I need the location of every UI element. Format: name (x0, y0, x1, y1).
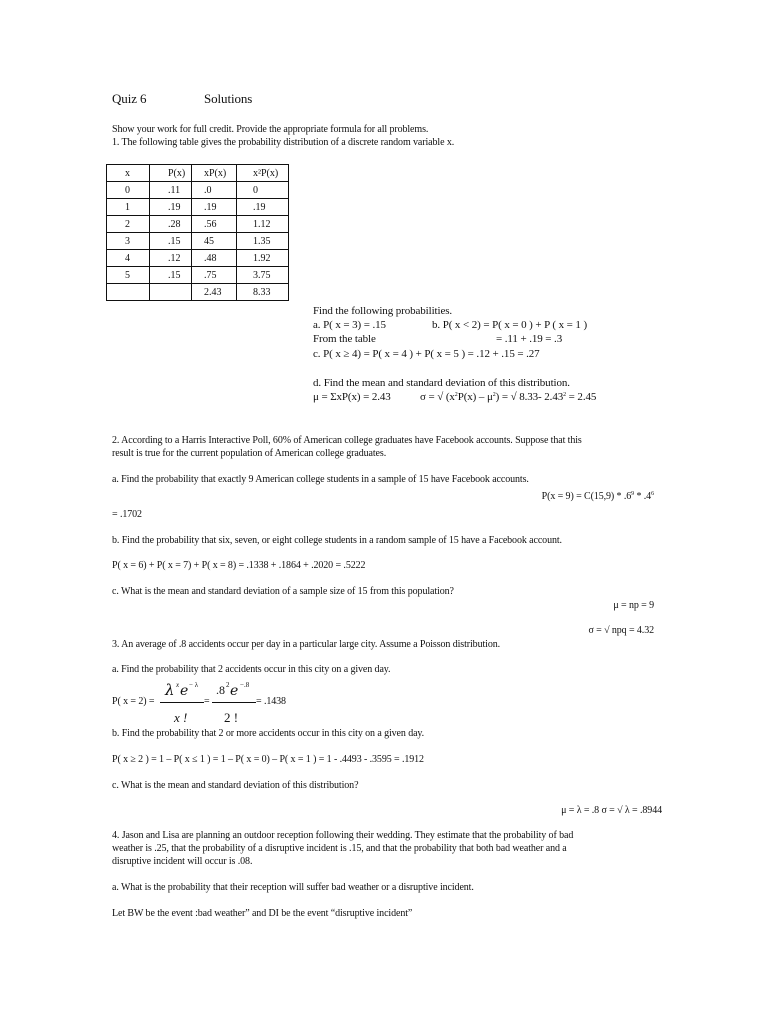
q1-b-result: = .11 + .19 = .3 (496, 333, 563, 345)
table-cell (150, 284, 192, 301)
q4-prompt-line2: weather is .25, that the probability of a disruptive incident is .15, and that the probability that both bad weather and a (112, 843, 567, 854)
table-cell: 4 (107, 250, 150, 267)
q4-let: Let BW be the event :bad weather” and DI be the event “disruptive incident” (112, 908, 413, 919)
q1-from-table: From the table (313, 333, 376, 345)
header-x: x (107, 165, 150, 182)
table-cell: .19 (192, 199, 237, 216)
table-row (107, 233, 289, 250)
fraction-bar (160, 702, 204, 703)
q2-b-result: P( x = 6) + P( x = 7) + P( x = 8) = .1338 + .1864 + .2020 = .5222 (112, 560, 366, 571)
table-cell: .48 (192, 250, 237, 267)
q1-d-sigma (420, 391, 596, 404)
instructions: Show your work for full credit. Provide the appropriate formula for all problems. (112, 124, 429, 135)
table-cell: 3 (107, 233, 150, 250)
q3-a: a. Find the probability that 2 accidents occur in this city on a given day. (112, 664, 391, 675)
table-cell: 2.43 (192, 284, 237, 301)
superscript-neg-lambda: − λ (189, 681, 199, 689)
q3-c: c. What is the mean and standard deviation of this distribution? (112, 780, 359, 791)
superscript: 6 (651, 491, 654, 497)
q2-a-result: = .1702 (112, 509, 142, 520)
q2-a: a. Find the probability that exactly 9 American college students in a sample of 15 have Facebook accounts. (112, 474, 529, 485)
superscript-2: 2 (226, 681, 230, 689)
table-cell: 8.33 (237, 284, 289, 301)
table-cell: .15 (150, 233, 192, 250)
table-cell: .56 (192, 216, 237, 233)
table-row (107, 182, 289, 199)
formula-part: P(x = 9) = C(15,9) * .6 (541, 491, 632, 502)
table-cell: 5 (107, 267, 150, 284)
table-cell: 0 (107, 182, 150, 199)
table-cell: 1 (107, 199, 150, 216)
formula-part: σ = √ (x (420, 391, 455, 403)
table-cell: 2 (107, 216, 150, 233)
q2-c-mu: μ = np = 9 (613, 600, 654, 611)
table-cell: 1.35 (237, 233, 289, 250)
header-x2px: x²P(x) (237, 165, 289, 182)
formula-part: ) = √ 8.33- 2.43 (495, 391, 564, 403)
q3-prompt: 3. An average of .8 accidents occur per day in a particular large city. Assume a Poisson distribution. (112, 639, 501, 650)
q2-b: b. Find the probability that six, seven, or eight college students in a random sample of 15 have a Facebook account. (112, 535, 562, 546)
equals-sign: = (204, 696, 210, 707)
superscript: 9 (631, 491, 635, 497)
formula-part: P(x) – μ (457, 391, 493, 403)
e-symbol: e (180, 683, 189, 699)
table-cell: 3.75 (237, 267, 289, 284)
table-cell: 1.12 (237, 216, 289, 233)
q3-a-lhs: P( x = 2) = (112, 696, 155, 707)
table-cell: 0 (237, 182, 289, 199)
superscript: 2 (563, 392, 567, 398)
quiz-title: Quiz 6 (112, 91, 147, 106)
q4-a: a. What is the probability that their reception will suffer bad weather or a disruptive incident. (112, 882, 474, 893)
table-cell: .0 (192, 182, 237, 199)
header-xpx: xP(x) (192, 165, 237, 182)
superscript: 2 (492, 392, 496, 398)
superscript-x: x (176, 681, 180, 689)
table-cell: .75 (192, 267, 237, 284)
q1-a: a. P( x = 3) = .15 (313, 319, 386, 331)
q2-prompt-line1: 2. According to a Harris Interactive Poll, 60% of American college graduates have Facebook accounts. Suppose that this (112, 435, 582, 446)
e-symbol: e (230, 683, 239, 699)
q4-prompt-line3: disruptive incident will occur is .08. (112, 856, 253, 867)
fraction-bar (212, 702, 256, 703)
table-header-row (107, 165, 289, 182)
q1-find: Find the following probabilities. (313, 305, 453, 317)
formula-part: * .4 (634, 491, 652, 502)
table-total-row (107, 284, 289, 301)
q2-prompt-line2: result is true for the current population of American college graduates. (112, 448, 387, 459)
table-row (107, 267, 289, 284)
denominator-x-factorial: x ! (174, 710, 188, 725)
table-cell (107, 284, 150, 301)
table-cell: 45 (192, 233, 237, 250)
table-row (107, 199, 289, 216)
table-row (107, 216, 289, 233)
table-cell: .11 (150, 182, 192, 199)
table-cell: .15 (150, 267, 192, 284)
solutions-title: Solutions (204, 91, 253, 106)
table-cell: .19 (237, 199, 289, 216)
q1-d-mu: μ = ΣxP(x) = 2.43 (313, 391, 391, 403)
probability-table (106, 164, 289, 301)
base-point-eight: .8 (216, 683, 225, 697)
table-cell: .28 (150, 216, 192, 233)
table-cell: .12 (150, 250, 192, 267)
q1-prompt: 1. The following table gives the probability distribution of a discrete random variable x. (112, 137, 455, 148)
q2-c: c. What is the mean and standard deviation of a sample size of 15 from this population? (112, 586, 454, 597)
q3-c-result: μ = λ = .8 σ = √ λ = .8944 (561, 805, 662, 816)
table-row (107, 250, 289, 267)
q1-b: b. P( x < 2) = P( x = 0 ) + P ( x = 1 ) (432, 319, 588, 331)
table-cell: 1.92 (237, 250, 289, 267)
q3-b-result: P( x ≥ 2 ) = 1 – P( x ≤ 1 ) = 1 – P( x = 0) – P( x = 1 ) = 1 - .4493 - .3595 = .1912 (112, 754, 424, 765)
header-px: P(x) (150, 165, 192, 182)
q4-prompt-line1: 4. Jason and Lisa are planning an outdoor reception following their wedding. They estimate that the probability of bad (112, 830, 574, 841)
q3-b: b. Find the probability that 2 or more accidents occur in this city on a given day. (112, 728, 425, 739)
superscript-neg-point-eight: −.8 (240, 681, 250, 689)
q1-d: d. Find the mean and standard deviation of this distribution. (313, 377, 570, 389)
formula-part: = 2.45 (566, 391, 597, 403)
q1-c: c. P( x ≥ 4) = P( x = 4 ) + P( x = 5 ) = .12 + .15 = .27 (313, 348, 540, 360)
q3-a-result: = .1438 (256, 696, 286, 707)
table-cell: .19 (150, 199, 192, 216)
q2-a-formula (542, 491, 654, 503)
lambda-symbol: λ (165, 681, 175, 699)
denominator-2-factorial: 2 ! (224, 710, 239, 725)
q2-c-sigma: σ = √ npq = 4.32 (588, 625, 654, 636)
superscript: 2 (454, 392, 458, 398)
